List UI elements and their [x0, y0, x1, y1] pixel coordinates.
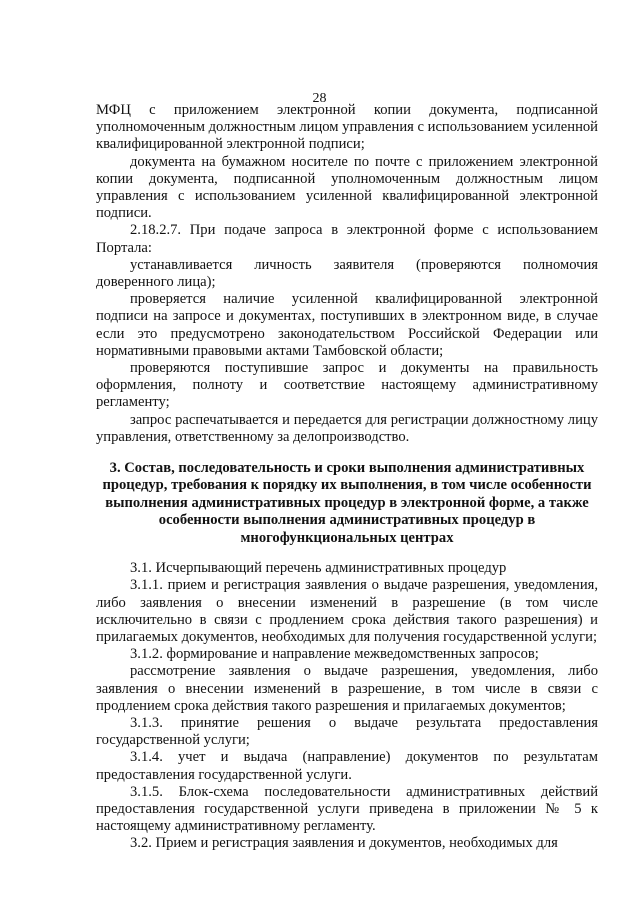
paragraph: 2.18.2.7. При подаче запроса в электронной форме с использованием Портала: [96, 222, 598, 256]
paragraph: устанавливается личность заявителя (проверяются полномочия доверенного лица); [96, 256, 598, 291]
paragraph: 3.2. Прием и регистрация заявления и документов, необходимых для [130, 835, 558, 852]
paragraph: 3.1.3. принятие решения о выдаче результата предоставления государственной услуги; [96, 714, 598, 749]
paragraph: 3.1.1. прием и регистрация заявления о выдаче разрешения, уведомления, либо заявления о внесении изменений в разрешение (в том числе исключительно в связи с продлением срока действия такого разрешения) и прилагаемых документов, необходимых для получения государственной услуги; [96, 577, 598, 645]
paragraph: проверяется наличие усиленной квалифицированной электронной подписи на запросе и документах, поступивших в электронном виде, в случае если это предусмотрено законодательством Российской Федерации или нормативными правовыми актами Тамбовской области; [96, 291, 598, 359]
paragraph: 3.1.5. Блок-схема последовательности административных действий предоставления государственной услуги приведена в приложении № 5 к настоящему административному регламенту. [96, 783, 598, 835]
paragraph: МФЦ с приложением электронной копии документа, подписанной уполномоченным должностным лицом управления с использованием усиленной квалифицированной электронной подписи; [96, 102, 598, 153]
document-body [96, 102, 598, 853]
paragraph: 3.1.2. формирование и направление межведомственных запросов; [130, 646, 539, 663]
paragraph: запрос распечатывается и передается для регистрации должностному лицу управления, ответственному за делопроизводство. [96, 411, 598, 445]
page-number: 28 [312, 91, 327, 106]
paragraph: 3.1.4. учет и выдача (направление) документов по результатам предоставления государственной услуги. [96, 749, 598, 783]
paragraph: рассмотрение заявления о выдаче разрешения, уведомления, либо заявления о внесении изменений в разрешение, в том числе в связи с продлением срока действия такого разрешения и прилагаемых документов; [96, 663, 598, 714]
section-heading: 3. Состав, последовательность и сроки выполнения административных процедур, требования к порядку их выполнения, в том числе особенности выполнения административных процедур в электронной форме, а также особенности выполнения административных процедур в многофункциональных центрах [102, 460, 592, 546]
paragraph: 3.1. Исчерпывающий перечень административных процедур [130, 560, 507, 577]
paragraph: проверяются поступившие запрос и документы на правильность оформления, полноту и соответствие настоящему административному регламенту; [96, 360, 598, 411]
paragraph: документа на бумажном носителе по почте с приложением электронной копии документа, подписанной уполномоченным должностным лицом управления с использованием усиленной квалифицированной электронной подписи. [96, 153, 598, 222]
